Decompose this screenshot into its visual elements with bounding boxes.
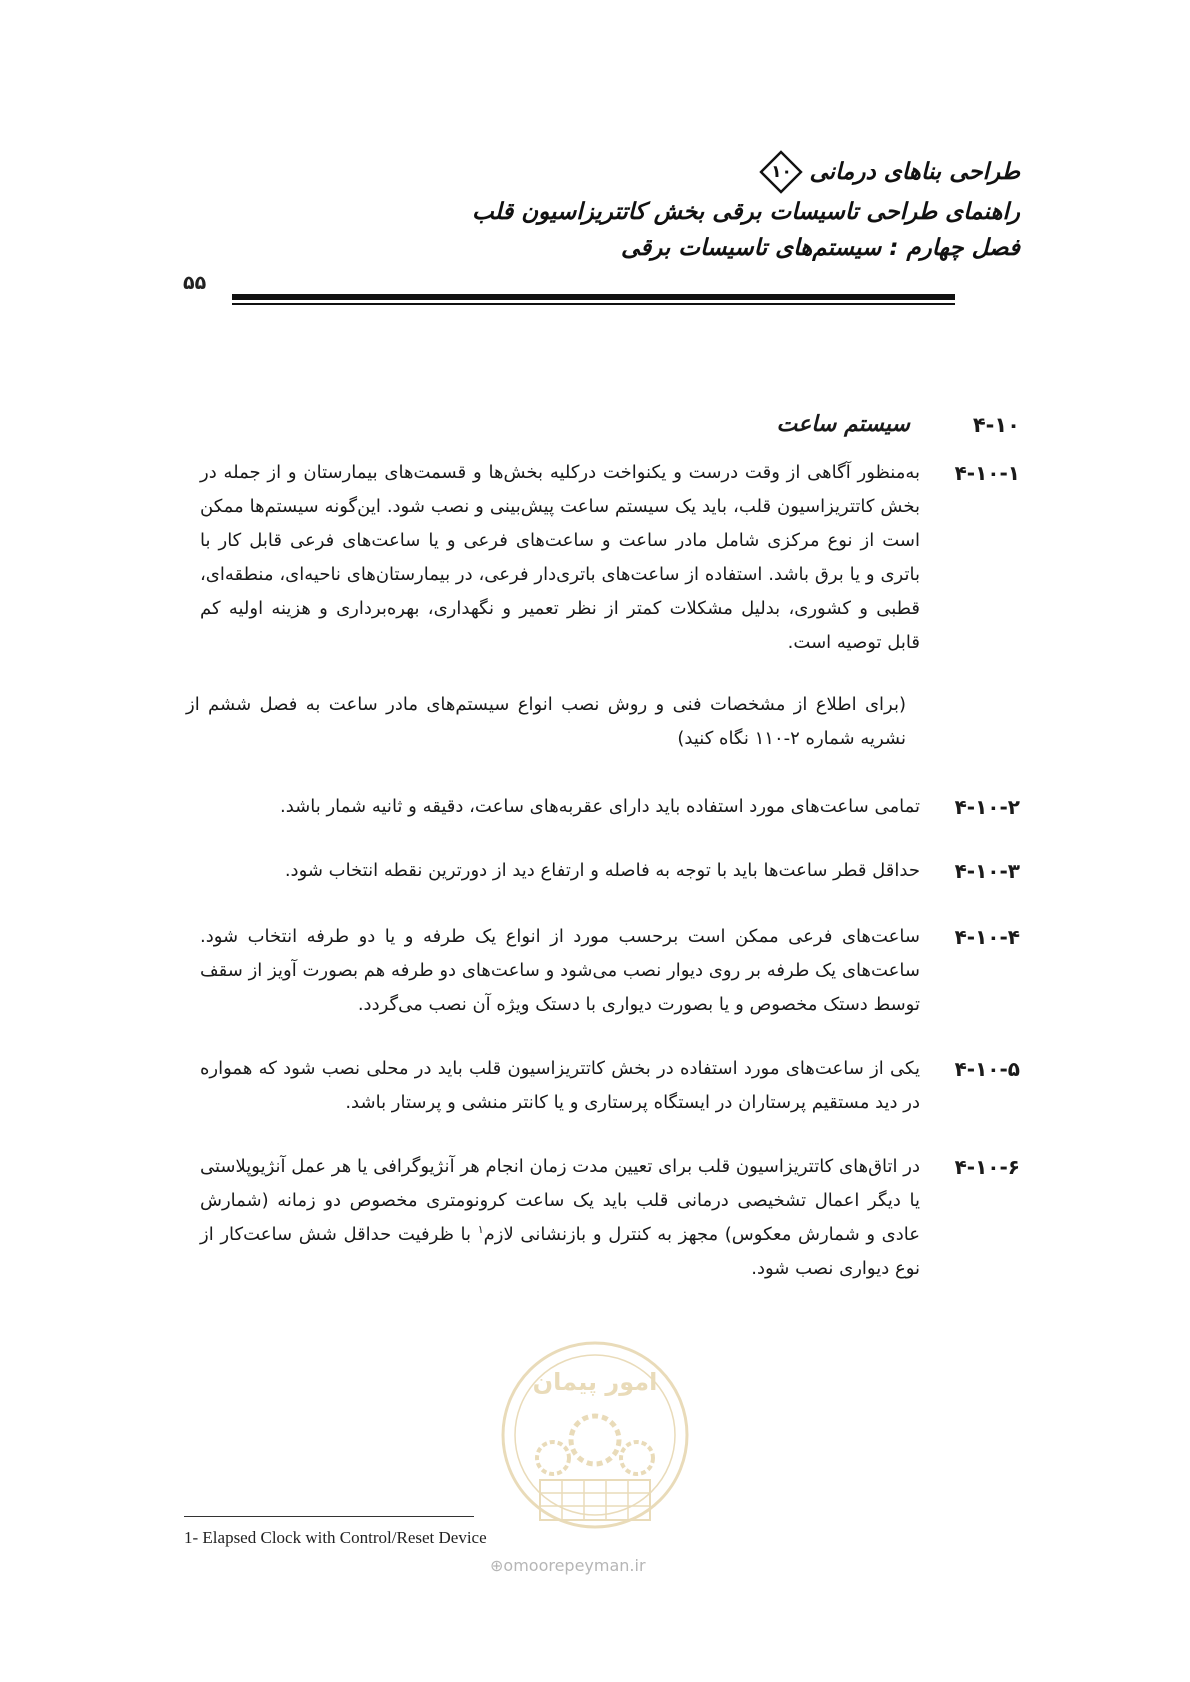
paragraph-text [200,1150,920,1286]
paragraph-number: ۴-۱۰-۲ [954,795,1020,819]
footnote-rule [184,1516,474,1517]
paragraph-number: ۴-۱۰-۶ [954,1155,1020,1179]
paragraph-item [180,1052,1020,1120]
header-rule-thin [232,303,955,305]
globe-icon: ⊕ [490,1556,504,1575]
header-rule-thick [232,294,955,300]
footnote: 1- Elapsed Clock with Control/Reset Device [184,1528,487,1547]
footnote-reference: ۱ [477,1223,484,1236]
chapter-badge [759,150,803,194]
page-header [200,150,1020,266]
section-title: سیستم ساعت [776,412,910,437]
header-line-1 [200,150,1020,194]
watermark-logo-icon [495,1330,695,1545]
paragraph-item [180,1150,1020,1286]
paragraph-number: ۴-۱۰-۵ [954,1057,1020,1081]
paragraph-text-part: در اتاق‌های کاتتریزاسیون قلب برای تعیین مدت زمان انجام هر آنژیوگرافی یا هر عمل آنژیوپلاستی یا دیگر اعمال تشخیصی درمانی قلب باید یک ساعت کرونومتری مخصوص دو زمانه (شمارش عادی و شمارش معکوس) مجهز به کنترل و بازنشانی لازم [200,1156,921,1245]
paragraph-text: تمامی ساعت‌های مورد استفاده باید دارای عقربه‌های ساعت، دقیقه و ثانیه شمار باشد. [280,796,920,817]
paragraph-text: ساعت‌های فرعی ممکن است برحسب مورد از انواع یک طرفه و یا دو طرفه انتخاب شود. ساعت‌های یک طرفه بر روی دیوار نصب می‌شود و ساعت‌های دو طرفه هم بصورت آویز از سقف توسط دستک مخصوص و یا بصورت دیواری با دستک ویژه آن نصب می‌گردد. [200,926,920,1015]
paragraph-number: ۴-۱۰-۴ [954,925,1020,949]
paragraph-number: ۴-۱۰-۱ [954,461,1020,485]
badge-number: ۱۰ [771,162,792,182]
paragraph-item [180,854,1020,888]
header-line-2: راهنمای طراحی تاسیسات برقی بخش کاتتریزاسیون قلب [472,199,1020,225]
paragraph-item [180,790,1020,824]
section-heading [190,412,1020,437]
reference-note: (برای اطلاع از مشخصات فنی و روش نصب انواع سیستم‌های مادر ساعت به فصل ششم از نشریه شماره ۲-۱۱۰ نگاه کنید) [186,694,906,749]
paragraph-text: به‌منظور آگاهی از وقت درست و یکنواخت درکلیه بخش‌ها و قسمت‌های بیمارستان و از جمله در بخش کاتتریزاسیون قلب، باید یک سیستم ساعت پیش‌بینی و نصب شود. این‌گونه سیستم‌ها ممکن است از نوع مرکزی شامل مادر ساعت و ساعت‌های فرعی و یا ساعت‌های فرعی قابل کار با باتری و یا برق باشد. استفاده از ساعت‌های باتری‌دار فرعی، در بیمارستان‌های ناحیه‌ای، منطقه‌ای، قطبی و کشوری، بدلیل مشکلات کمتر از نظر تعمیر و نگهداری، بهره‌برداری و هزینه اولیه کم قابل توصیه است. [200,462,920,653]
paragraph-item [180,920,1020,1022]
paragraph-number: ۴-۱۰-۳ [954,859,1020,883]
page-number: ۵۵ [183,272,207,294]
watermark-site: omoorepeyman.ir [503,1556,646,1575]
paragraph-text: یکی از ساعت‌های مورد استفاده در بخش کاتتریزاسیون قلب باید در محلی نصب شود که همواره در دید مستقیم پرستاران در ایستگاه پرستاری و یا کانتر منشی و پرستار باشد. [200,1058,920,1113]
watermark-logo-text: امور پیمان [532,1368,658,1396]
watermark-url [490,1556,646,1575]
section-number: ۴-۱۰ [972,412,1020,437]
paragraph-item [180,456,1020,660]
paragraph-text: حداقل قطر ساعت‌ها باید با توجه به فاصله و ارتفاع دید از دورترین نقطه انتخاب شود. [284,860,920,881]
book-title: طراحی بناهای درمانی [809,159,1020,185]
paragraph-text-part: با ظرفیت حداقل شش ساعت‌کار از نوع دیواری نصب شود. [200,1224,920,1279]
header-line-3: فصل چهارم : سیستم‌های تاسیسات برقی [621,235,1020,261]
